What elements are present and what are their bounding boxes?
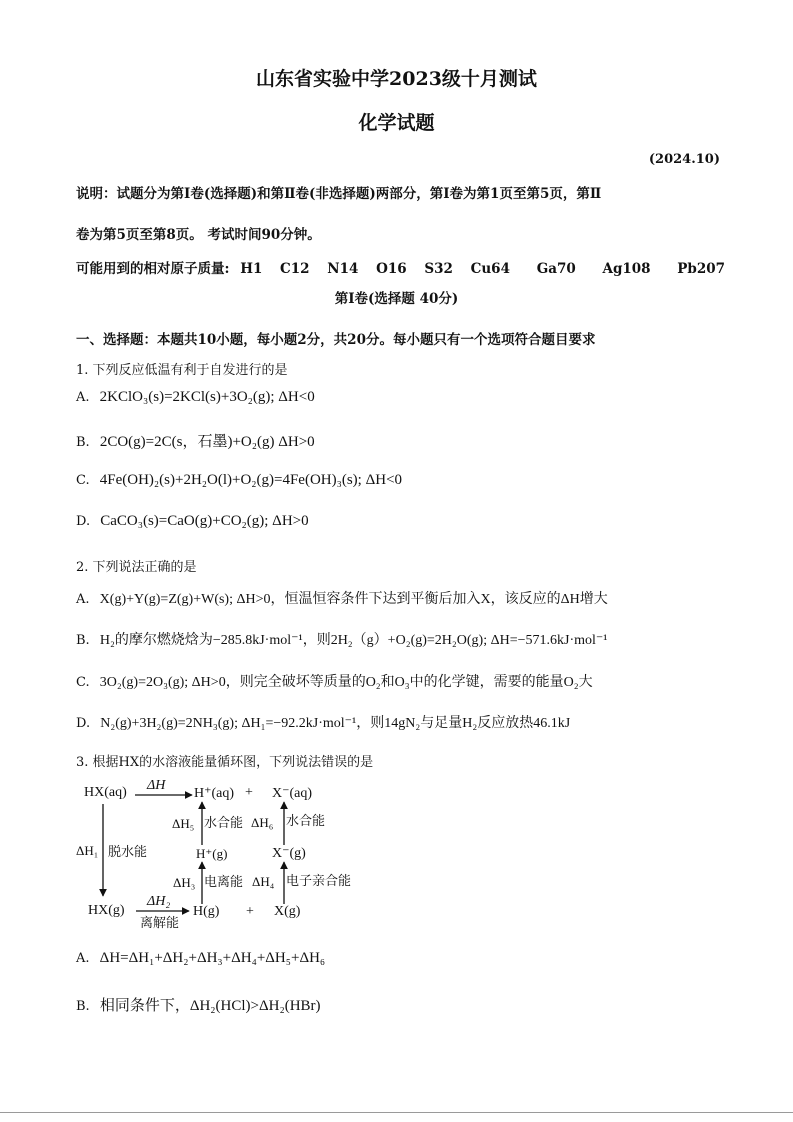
option-letter: D.: [76, 716, 91, 731]
exam-date: (2024.10): [648, 152, 720, 167]
atomic-mass-s: S32: [424, 261, 453, 277]
option-letter: A.: [76, 390, 90, 405]
label-dh3: ΔH₃: [173, 875, 196, 890]
label-dh: ΔH: [147, 778, 166, 793]
option-letter: C.: [76, 473, 90, 488]
option-letter: A.: [76, 951, 90, 966]
option-letter: C.: [76, 675, 90, 690]
atomic-mass-o: O16: [376, 261, 407, 277]
option-letter: B.: [76, 999, 90, 1014]
option-text: 4Fe(OH)₂(s)+2H₂O(l)+O₂(g)=4Fe(OH)₃(s); ΔH<0: [99, 472, 403, 488]
label-dehydration-energy: 脱水能: [108, 845, 148, 860]
label-dh4: ΔH₄: [252, 874, 275, 889]
label-hydration-energy-h: 水合能: [204, 816, 244, 831]
atomic-mass-ag: Ag108: [602, 261, 651, 277]
option-letter: B.: [76, 633, 90, 648]
option-text: 相同条件下，ΔH₂(HCl)>ΔH₂(HBr): [99, 998, 321, 1014]
label-dh6: ΔH₆: [251, 815, 274, 830]
exam-title: 山东省实验中学2023级十月测试: [256, 68, 537, 90]
species-h-g-ion: H⁺(g): [196, 846, 228, 861]
option-letter: A.: [76, 592, 90, 607]
atomic-mass-pb: Pb207: [677, 261, 726, 277]
atomic-mass-cu: Cu64: [470, 261, 510, 277]
option-text: H₂的摩尔燃烧焓为−285.8kJ·mol⁻¹，则2H₂（g）+O₂(g)=2H₂O(g); ΔH=−571.6kJ·mol⁻¹: [99, 633, 608, 648]
species-x-g-ion: X⁻(g): [272, 846, 306, 861]
atomic-mass-ga: Ga70: [536, 261, 576, 277]
intro-line-2: 卷为第5页至第8页。 考试时间90分钟。: [76, 227, 321, 243]
species-hx-g: HX(g): [88, 903, 125, 918]
question-3-option-a: [76, 950, 325, 967]
question-3-stem: 3. 根据HX的水溶液能量循环图，下列说法错误的是: [76, 755, 374, 770]
label-dh5: ΔH₅: [172, 816, 195, 831]
section-heading: 第Ⅰ卷(选择题 40分): [334, 291, 459, 307]
option-text: 2KClO₃(s)=2KCl(s)+3O₂(g); ΔH<0: [99, 389, 315, 405]
atomic-mass-n: N14: [327, 261, 359, 277]
species-x-aq: X⁻(aq): [272, 786, 313, 801]
section-instructions: 一、选择题：本题共10小题，每小题2分，共20分。每小题只有一个选项符合题目要求: [76, 332, 596, 348]
option-text: N₂(g)+3H₂(g)=2NH₃(g); ΔH₁=−92.2kJ·mol⁻¹，则14gN₂与足量H₂反应放热46.1kJ: [100, 716, 571, 731]
plus-sign-top: +: [245, 785, 253, 800]
atomic-mass-label: 可能用到的相对原子质量:: [76, 261, 230, 277]
option-text: 3O₂(g)=2O₃(g); ΔH>0，则完全破坏等质量的O₂和O₃中的化学键，需要的能量O₂大: [99, 675, 593, 690]
option-text: X(g)+Y(g)=Z(g)+W(s); ΔH>0，恒温恒容条件下达到平衡后加入X，该反应的ΔH增大: [99, 592, 608, 607]
question-1-stem: 1. 下列反应低温有利于自发进行的是: [76, 363, 288, 378]
label-electron-affinity: 电子亲合能: [286, 874, 352, 889]
species-hx-aq: HX(aq): [84, 785, 127, 800]
option-text: ΔH=ΔH₁+ΔH₂+ΔH₃+ΔH₄+ΔH₅+ΔH₆: [99, 950, 326, 966]
label-dh2: ΔH₂: [147, 894, 171, 909]
label-ionization-energy: 电离能: [204, 875, 244, 890]
question-2-stem: 2. 下列说法正确的是: [76, 560, 197, 575]
option-text: CaCO₃(s)=CaO(g)+CO₂(g); ΔH>0: [100, 513, 309, 529]
atomic-mass-h: H1: [240, 261, 263, 277]
question-3-option-b: [76, 994, 321, 1015]
plus-sign-bottom: +: [246, 904, 254, 919]
atomic-mass-c: C12: [280, 261, 310, 277]
species-h-g: H(g): [193, 904, 220, 919]
label-dissociation-energy: 离解能: [140, 916, 180, 931]
option-text: 2CO(g)=2C(s，石墨)+O₂(g) ΔH>0: [99, 434, 315, 450]
option-letter: D.: [76, 514, 91, 529]
label-dh1: ΔH₁: [76, 843, 99, 858]
option-letter: B.: [76, 435, 90, 450]
subject-title: 化学试题: [358, 112, 435, 134]
intro-line-1: 说明：试题分为第Ⅰ卷(选择题)和第Ⅱ卷(非选择题)两部分，第Ⅰ卷为第1页至第5页，第Ⅱ: [76, 186, 602, 202]
label-hydration-energy-x: 水合能: [286, 814, 326, 829]
species-h-aq: H⁺(aq): [194, 786, 235, 801]
page-bottom-divider: [0, 1112, 793, 1113]
species-x-g: X(g): [274, 904, 301, 919]
